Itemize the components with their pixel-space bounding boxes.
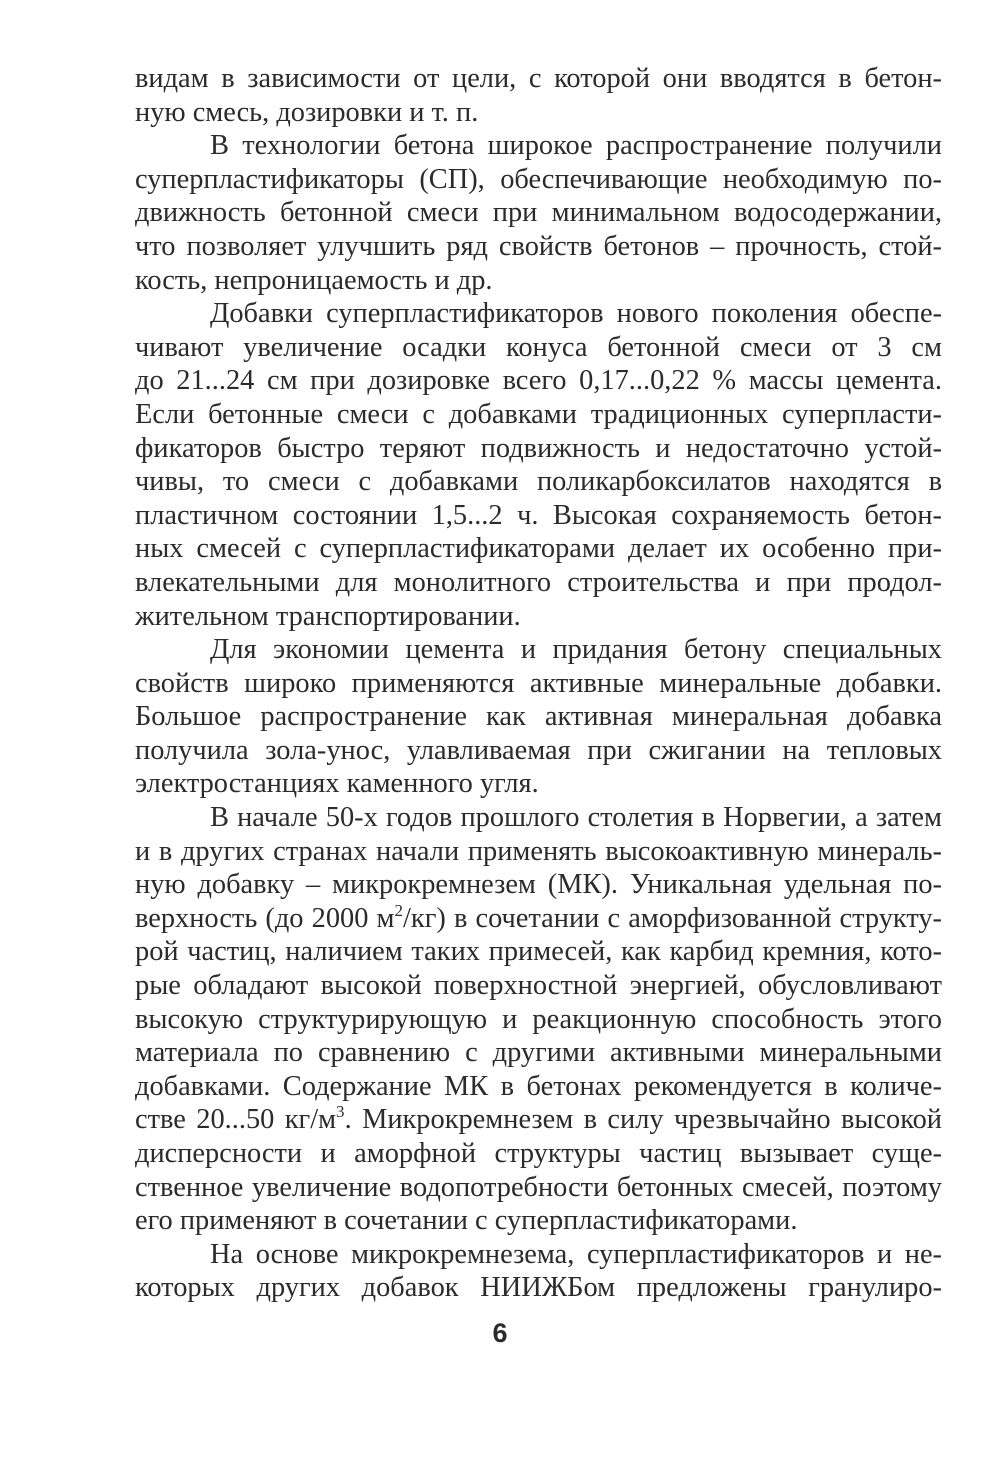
text-line: электростанциях каменного угля. [135,768,539,800]
body-text [135,62,942,1305]
page-number: 6 [492,1318,508,1348]
paragraph [135,801,942,1238]
text-line: В технологии бетона широкое распространение получили [210,130,942,162]
text-line: дисперсности и аморфной структуры частиц вызывает суще- [135,1138,942,1169]
text-line: добавками. Содержание МК в бетонах рекомендуется в количе- [135,1070,942,1102]
text-line: до 21...24 см при дозировке всего 0,17...0,22 % массы цемента. [135,365,942,397]
text-line: ную смесь, дозировки и т. п. [135,96,479,128]
paragraph [135,297,942,633]
text-fragment: верхность (до 2000 м [135,902,395,934]
text-fragment: /кг) в сочетании с аморфизованной структу- [403,902,942,934]
text-fragment: стве 20...50 кг/м [135,1104,337,1136]
text-line: ных смесей с суперпластификаторами делает их особенно при- [135,533,942,565]
paragraph [135,1238,942,1305]
text-line: чивают увеличение осадки конуса бетонной смеси от 3 см [135,331,942,363]
text-line: Добавки суперпластификаторов нового поколения обеспе- [210,298,942,330]
text-line: влекательными для монолитного строительства и при продол- [135,566,942,598]
text-line: жительном транспортировании. [135,600,521,632]
text-line: материала по сравнению с другими активными минеральными [135,1037,942,1069]
text-line: фикаторов быстро теряют подвижность и недостаточно устой- [135,432,942,464]
text-line [135,1103,942,1137]
superscript: 2 [394,900,404,920]
text-line: Большое распространение как активная минеральная добавка [135,701,942,733]
text-line: и в других странах начали применять высокоактивную минераль- [135,835,942,867]
text-line: На основе микрокремнезема, суперпластификаторов и не- [210,1238,942,1270]
paragraph [135,633,942,801]
text-line: получила зола-унос, улавливаемая при сжигании на тепловых [135,734,942,766]
text-line [135,902,942,936]
text-line: высокую структурирующую и реакционную способность этого [135,1003,942,1035]
text-line: движность бетонной смеси при минимальном водосодержании, [135,197,942,229]
paragraph [135,62,942,129]
text-line: Для экономии цемента и придания бетону специальных [210,634,942,666]
text-line: чивы, то смеси с добавками поликарбоксилатов находятся в [135,466,942,498]
text-line: ственное увеличение водопотребности бетонных смесей, поэтому [135,1171,942,1203]
text-line: рые обладают высокой поверхностной энергией, обусловливают [135,970,942,1002]
text-line: суперпластификаторы (СП), обеспечивающие необходимую по- [135,163,942,195]
text-line: что позволяет улучшить ряд свойств бетонов – прочность, стой- [135,230,942,262]
text-line: рой частиц, наличием таких примесей, как карбид кремния, кото- [135,936,942,968]
text-line: видам в зависимости от цели, с которой они вводятся в бетон- [135,63,942,94]
text-line: Если бетонные смеси с добавками традиционных суперпласти- [135,398,942,430]
text-fragment: . Микрокремнезем в силу чрезвычайно высокой [344,1104,942,1136]
text-line: которых других добавок НИИЖБом предложены гранулиро- [135,1272,942,1304]
text-line: кость, непроницаемость и др. [135,264,493,296]
superscript: 3 [336,1102,345,1122]
text-line: В начале 50-х годов прошлого столетия в Норвегии, а затем [210,802,942,834]
text-line: свойств широко применяются активные минеральные добавки. [135,667,942,699]
text-line: ную добавку – микрокремнезем (МК). Уникальная удельная по- [135,869,942,901]
paragraph [135,129,942,297]
text-line: пластичном состоянии 1,5...2 ч. Высокая сохраняемость бетон- [135,499,942,531]
text-line: его применяют в сочетании с суперпластификаторами. [135,1205,798,1237]
